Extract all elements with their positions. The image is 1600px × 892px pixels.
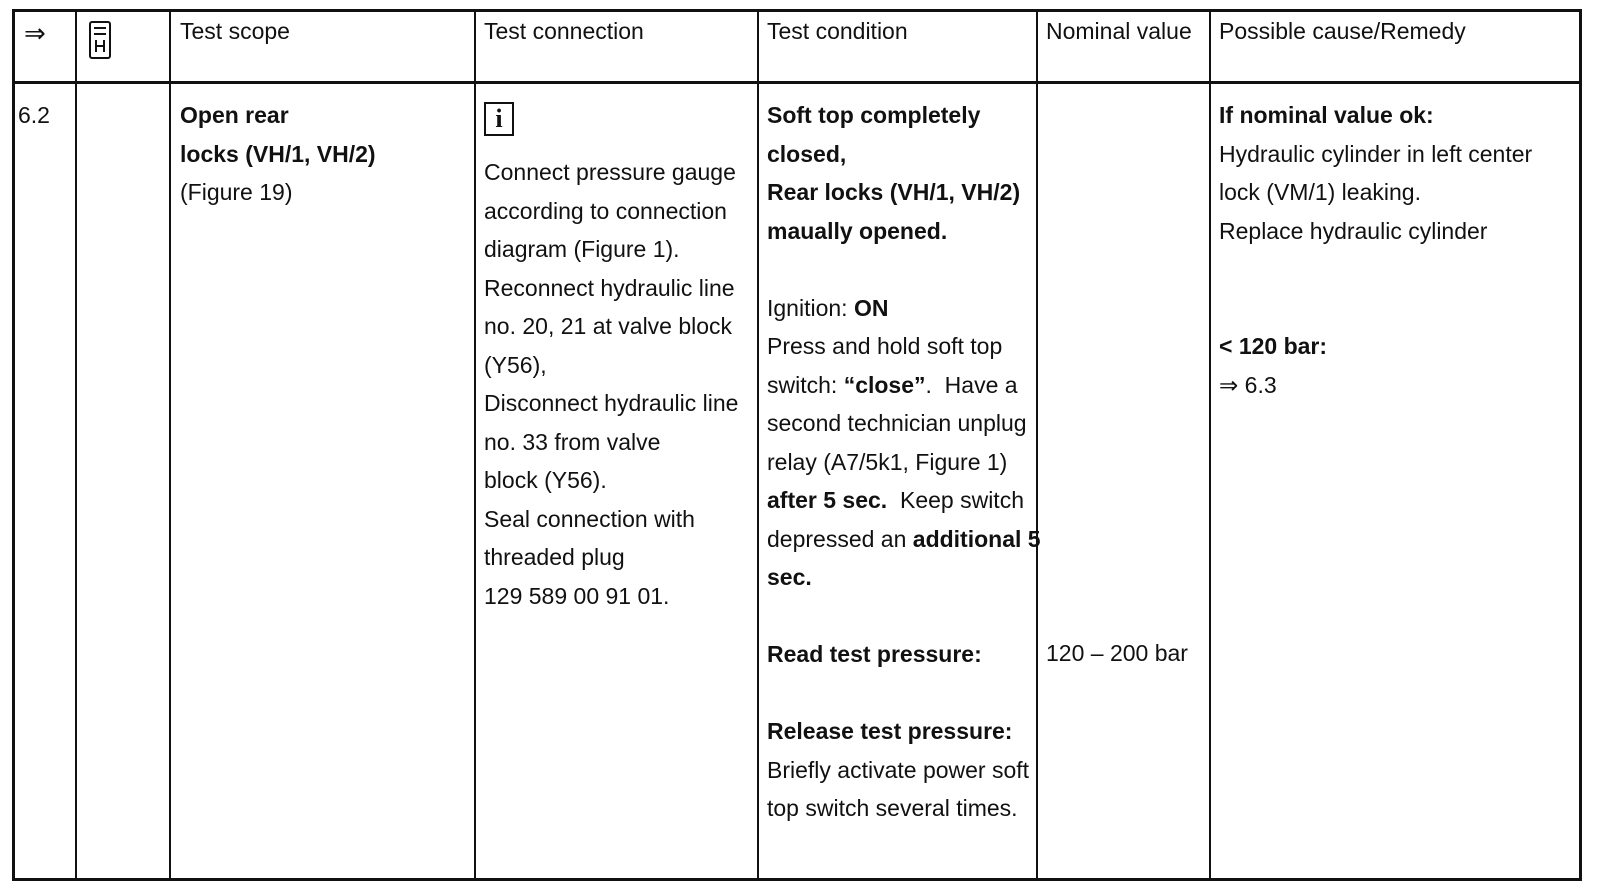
remedy-ok-label: If nominal value ok: xyxy=(1219,102,1434,128)
ignition-line xyxy=(767,289,1041,328)
condition-line: relay (A7/5k1, Figure 1) xyxy=(767,448,1008,475)
ignition-label: Ignition: xyxy=(767,294,854,321)
release-pressure-label: Release test pressure: xyxy=(767,718,1013,744)
header-divider xyxy=(12,81,1582,84)
condition-line: closed, xyxy=(767,140,847,167)
switch-line xyxy=(767,366,1041,405)
connection-line: (Y56), xyxy=(484,351,547,378)
additional-value: additional 5 xyxy=(912,525,1041,552)
header-test-scope: Test scope xyxy=(180,18,290,44)
connection-line: no. 20, 21 at valve block xyxy=(484,313,733,339)
header-cause-remedy: Possible cause/Remedy xyxy=(1219,18,1466,44)
condition-line: maually opened. xyxy=(767,217,948,244)
column-divider xyxy=(75,9,77,881)
condition-line: top switch several times. xyxy=(767,795,1018,821)
hydraulic-pump-icon xyxy=(88,20,112,60)
connection-line: Connect pressure gauge xyxy=(484,159,736,185)
test-connection-cell xyxy=(484,153,738,615)
column-divider xyxy=(474,9,476,881)
after-value: after 5 sec. xyxy=(767,487,888,513)
arrow-header: ⇒ xyxy=(24,18,46,48)
column-divider xyxy=(169,9,171,881)
column-divider xyxy=(757,9,759,881)
switch-label: switch: xyxy=(767,371,844,398)
test-scope-cell xyxy=(180,96,376,212)
remedy-line: lock (VM/1) leaking. xyxy=(1219,179,1421,205)
condition-line: Soft top completely xyxy=(767,102,981,128)
connection-line: threaded plug xyxy=(484,544,625,570)
header-test-condition: Test condition xyxy=(767,18,908,44)
condition-line: second technician unplug xyxy=(767,410,1027,436)
info-box xyxy=(484,102,514,136)
scope-line: locks (VH/1, VH/2) xyxy=(180,140,376,167)
remedy-low-label: < 120 bar: xyxy=(1219,333,1328,359)
step-number: 6.2 xyxy=(18,102,50,128)
test-condition-cell xyxy=(767,96,1041,828)
condition-line: sec. xyxy=(767,564,812,590)
remedy-line: Replace hydraulic cylinder xyxy=(1219,217,1488,244)
connection-line: according to connection xyxy=(484,197,727,224)
connection-line: Seal connection with xyxy=(484,505,695,532)
remedy-goto: ⇒ 6.3 xyxy=(1219,371,1277,398)
condition-line: Press and hold soft top xyxy=(767,333,1003,359)
connection-line: diagram (Figure 1). xyxy=(484,236,680,262)
condition-line: Briefly activate power soft xyxy=(767,756,1030,783)
depressed-text: depressed an xyxy=(767,525,913,552)
connection-line: no. 33 from valve xyxy=(484,428,661,455)
connection-line: Reconnect hydraulic line xyxy=(484,274,735,301)
header-nominal-value: Nominal value xyxy=(1046,18,1192,44)
ignition-value: ON xyxy=(853,294,889,321)
connection-line: block (Y56). xyxy=(484,467,607,493)
keep-text: Keep switch xyxy=(887,487,1024,513)
switch-suffix: . Have a xyxy=(925,371,1018,398)
header-test-connection: Test connection xyxy=(484,18,644,44)
read-pressure-label: Read test pressure: xyxy=(767,641,982,667)
condition-line: Rear locks (VH/1, VH/2) xyxy=(767,179,1021,205)
connection-line: Disconnect hydraulic line xyxy=(484,390,739,416)
connection-line: 129 589 00 91 01. xyxy=(484,582,670,609)
remedy-line: Hydraulic cylinder in left center xyxy=(1219,140,1533,167)
scope-figure-ref: (Figure 19) xyxy=(180,179,293,205)
switch-value: “close” xyxy=(843,371,926,398)
remedy-cell xyxy=(1219,96,1532,404)
column-divider xyxy=(1209,9,1211,881)
nominal-value: 120 – 200 bar xyxy=(1046,640,1188,666)
depressed-line xyxy=(767,520,1041,559)
after-line xyxy=(767,481,1041,520)
scope-line: Open rear xyxy=(180,102,289,128)
info-icon: i xyxy=(484,102,514,136)
